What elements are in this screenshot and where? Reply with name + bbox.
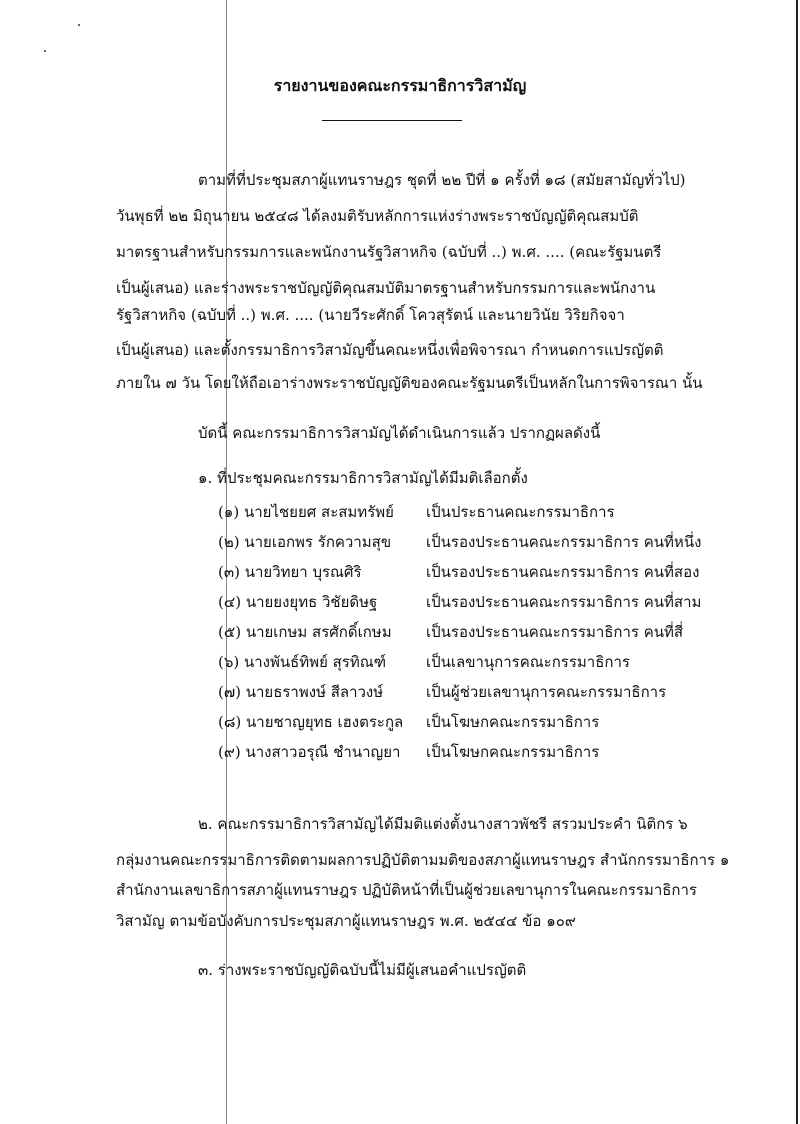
member-row [218,652,738,682]
member-name: (๙) นางสาวอรุณี ชำนาญยา [218,743,401,761]
member-row [218,502,738,532]
member-role: เป็นรองประธานคณะกรรมาธิการ คนที่สาม [426,593,702,611]
section-2-line: สำนักงานเลขาธิการสภาผู้แทนราษฎร ปฏิบัติหน้าที่เป็นผู้ช่วยเลขานุการในคณะกรรมาธิการ [116,881,697,899]
progress-statement: บัดนี้ คณะกรรมาธิการวิสามัญได้ดำเนินการแล้ว ปรากฏผลดังนี้ [198,424,601,442]
member-name: (๒) นายเอกพร รักความสุข [218,533,392,551]
member-name: (๗) นายธราพงษ์ สีลาวงษ์ [218,683,384,701]
scan-speck [44,50,46,52]
intro-line: เป็นผู้เสนอ) และตั้งกรรมาธิการวิสามัญขึ้นคณะหนึ่งเพื่อพิจารณา กำหนดการแปรญัตติ [116,341,664,359]
scan-edge [796,0,798,1124]
title-underline [322,120,462,121]
member-name: (๓) นายวิทยา บุรณศิริ [218,563,362,581]
member-name: (๕) นายเกษม สรศักดิ์เกษม [218,623,392,641]
document-title: รายงานของคณะกรรมาธิการวิสามัญ [273,76,527,95]
intro-line: ตามที่ที่ประชุมสภาผู้แทนราษฎร ชุดที่ ๒๒ ปีที่ ๑ ครั้งที่ ๑๘ (สมัยสามัญทั่วไป) [198,171,686,189]
member-name: (๖) นางพันธ์ทิพย์ สุรทิณฑ์ [218,653,387,671]
member-name: (๔) นายยงยุทธ วิชัยดิษฐ [218,593,378,611]
committee-member-list [218,502,738,772]
member-role: เป็นเลขานุการคณะกรรมาธิการ [426,653,630,671]
intro-line: เป็นผู้เสนอ) และร่างพระราชบัญญัติคุณสมบัติมาตรฐานสำหรับกรรมการและพนักงาน [116,279,656,297]
section-3-line: ๓. ร่างพระราชบัญญัติฉบับนี้ไม่มีผู้เสนอคำแปรญัตติ [198,961,527,979]
scan-speck [78,24,80,26]
member-row [218,742,738,772]
intro-line: มาตรฐานสำหรับกรรมการและพนักงานรัฐวิสาหกิจ (ฉบับที่ ..) พ.ศ. .... (คณะรัฐมนตรี [116,243,662,261]
member-role: เป็นผู้ช่วยเลขานุการคณะกรรมาธิการ [426,683,667,701]
member-role: เป็นโฆษกคณะกรรมาธิการ [426,743,600,761]
member-role: เป็นรองประธานคณะกรรมาธิการ คนที่สอง [426,563,700,581]
section-2-line: วิสามัญ ตามข้อบังคับการประชุมสภาผู้แทนราษฎร พ.ศ. ๒๕๔๔ ข้อ ๑๐๙ [116,912,576,930]
member-name: (๘) นายชาญยุทธ เฮงตระกูล [218,713,404,731]
intro-line: รัฐวิสาหกิจ (ฉบับที่ ..) พ.ศ. .... (นายวีระศักดิ์ โควสุรัตน์ และนายวินัย วิริยกิจจา [116,306,625,324]
member-row [218,622,738,652]
intro-line: วันพุธที่ ๒๒ มิถุนายน ๒๕๔๘ ได้ลงมติรับหลักการแห่งร่างพระราชบัญญัติคุณสมบัติ [116,207,639,225]
section-2-line: ๒. คณะกรรมาธิการวิสามัญได้มีมติแต่งตั้งนางสาวพัชรี สรวมประคำ นิติกร ๖ [198,815,688,833]
section-1-heading: ๑. ที่ประชุมคณะกรรมาธิการวิสามัญได้มีมติเลือกตั้ง [198,469,528,487]
member-role: เป็นโฆษกคณะกรรมาธิการ [426,713,600,731]
member-role: เป็นรองประธานคณะกรรมาธิการ คนที่หนึ่ง [426,533,702,551]
section-2-line: กลุ่มงานคณะกรรมาธิการติดตามผลการปฏิบัติตามมติของสภาผู้แทนราษฎร สำนักกรรมาธิการ ๑ [116,851,730,869]
member-row [218,682,738,712]
member-row [218,562,738,592]
member-role: เป็นรองประธานคณะกรรมาธิการ คนที่สี่ [426,623,684,641]
member-role: เป็นประธานคณะกรรมาธิการ [426,503,615,521]
member-row [218,532,738,562]
member-row [218,712,738,742]
member-row [218,592,738,622]
intro-line: ภายใน ๗ วัน โดยให้ถือเอาร่างพระราชบัญญัติของคณะรัฐมนตรีเป็นหลักในการพิจารณา นั้น [116,374,703,392]
member-name: (๑) นายไชยยศ สะสมทรัพย์ [218,503,394,521]
